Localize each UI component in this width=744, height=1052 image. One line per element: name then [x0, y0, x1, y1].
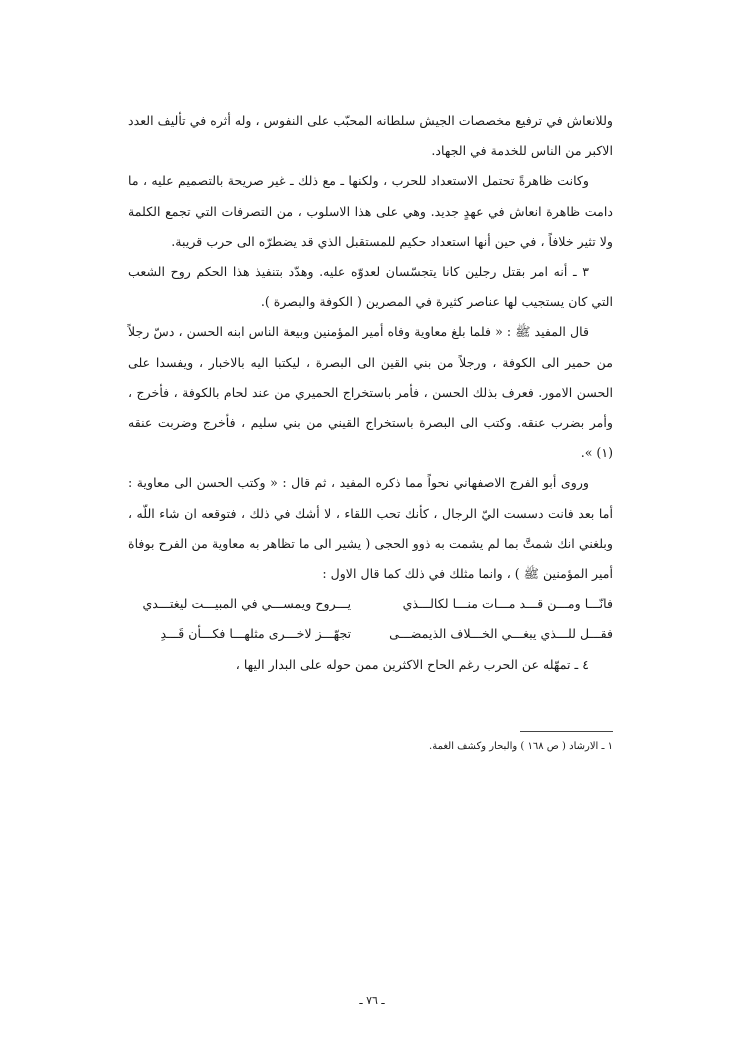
verse-line [128, 589, 613, 619]
verse-second-hemistich: تجهّـــز لاخـــرى مثلهـــا فكـــأن قَـــدِ [160, 626, 352, 642]
paragraph: قال المفيد ﷺ : « فلما بلغ معاوية وفاه أمير المؤمنين وبيعة الناس ابنه الحسن ، دسّ رجلاً من حمير الى الكوفة ، ورجلاً من بني القين الى البصرة ، ليكتبا اليه بالاخبار ، ويفسدا على الحسن الامور. فعرف بذلك الحسن ، فأمر باستخراج الحميري من عند لحام بالكوفة ، فأخرج ، وأمر بضرب عنقه. وكتب الى البصرة باستخراج القيني من بني سليم ، فأخرج وضربت عنقه (١) ». [128, 324, 613, 461]
main-text [128, 106, 613, 680]
verse-second-hemistich: يـــروح ويمســـي في المبيـــت ليغتـــدي [142, 596, 352, 612]
paragraph: وكانت ظاهرةً تحتمل الاستعداد للحرب ، ولكنها ـ مع ذلك ـ غير صريحة بالتصميم عليه ، ما دامت ظاهرة انعاش في عهدٍ جديد. وهي على هذا الاسلوب ، من التصرفات التي تجمع الكلمة ولا تثير خلافاً ، في حين أنها استعداد حكيم للمستقبل الذي قد يضطرّه الى حرب قريبة. [128, 173, 613, 249]
paragraph: وللانعاش في ترفيع مخصصات الجيش سلطانه المحبّب على النفوس ، وله أثره في تأليف العدد الاكبر من الناس للخدمة في الجهاد. [128, 113, 613, 159]
verse-first-hemistich: فقـــل للـــذي يبغـــي الخـــلاف الذيمضـــى [389, 626, 613, 642]
footnote: ١ ـ الارشاد ( ص ١٦٨ ) والبحار وكشف الغمة. [429, 741, 613, 752]
paragraph: ٤ ـ تمهّله عن الحرب رغم الحاح الاكثرين ممن حوله على البدار اليها ، [235, 656, 589, 672]
paragraph: ٣ ـ أنه امر بقتل رجلين كانا يتجسّسان لعدوّه عليه. وهدّد بتنفيذ هذا الحكم روح الشعب التي كان يستجيب لها عناصر كثيرة في المصرين ( الكوفة والبصرة ). [128, 264, 613, 310]
page-number: ـ ٧٦ ـ [359, 994, 385, 1007]
verse-first-hemistich: فانّـــا ومـــن قـــد مـــات منـــا لكالـــذي [402, 596, 613, 612]
paragraph: وروى أبو الفرج الاصفهاني نحواً مما ذكره المفيد ، ثم قال : « وكتب الحسن الى معاوية : أما بعد فانت دسست اليّ الرجال ، كأنك تحب اللقاء ، لا أشك في ذلك ، فتوقعه ان شاء اللّه ، وبلغني انك شمتَّ بما لم يشمت به ذوو الحجى ( يشير الى ما تظاهر به معاوية من الفرح بوفاة أمير المؤمنين ﷺ ) ، وانما مثلك في ذلك كما قال الاول : [128, 475, 613, 582]
footnote-divider [520, 731, 613, 732]
verse-line [128, 619, 613, 649]
